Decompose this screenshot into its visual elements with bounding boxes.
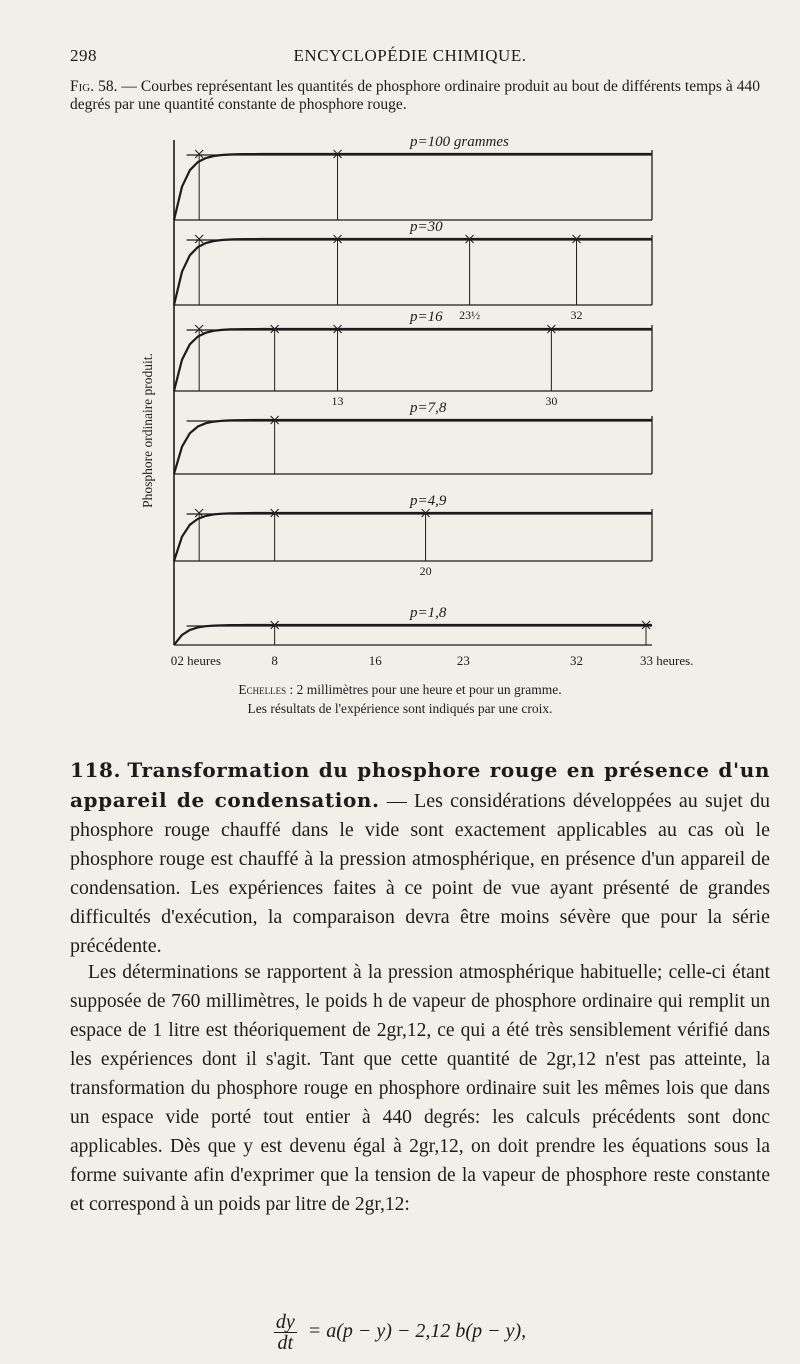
crosses-note: Les résultats de l'expérience sont indiqués par une croix.	[247, 701, 553, 716]
scales-text: : 2 millimètres pour une heure et pour un gramme.	[289, 682, 562, 697]
panel-sublabel: 32	[570, 308, 583, 322]
figure-caption-text: — Courbes représentant les quantités de phosphore ordinaire produit au bout de différents temps à 440 degrés par une quantité constante de phosphore rouge.	[70, 78, 761, 113]
section-title: Transformation du phosphore rouge en présence d'un appareil de condensation.	[70, 758, 771, 812]
panel-sublabel: 23½	[459, 308, 481, 322]
page-number: 298	[70, 46, 97, 65]
panel-label: p=1,8	[410, 605, 447, 621]
saturation-curve	[174, 329, 652, 391]
panel-sublabel: 13	[331, 394, 344, 408]
panel-label: p=100 grammes	[410, 134, 509, 150]
panel-label: p=7,8	[410, 400, 447, 416]
y-axis-label: Phosphore ordinaire produit.	[140, 353, 155, 508]
equation-numerator: dy	[275, 1311, 295, 1333]
x-tick-label: 0	[170, 653, 178, 668]
x-tick-label: 8	[271, 653, 278, 668]
section-lead-text: — Les considérations développées au sujet du phosphore rouge chauffé dans le vide sont exactement applicables au cas où le phosphore rouge est chauffé à la pression atmosphérique, en présence d'un appareil de condensation. Les expériences faites à ce point de vue ayant présenté de grandes difficultés d'exécution, la comparaison devra être moins sévère que pour la série précédente.	[70, 790, 771, 957]
x-tick-label: 33 heures.	[640, 653, 694, 668]
saturation-curve	[174, 420, 652, 474]
section-number: 118.	[70, 758, 122, 782]
x-tick-label: 32	[570, 653, 584, 668]
panel-sublabel: 20	[419, 564, 432, 578]
figure-caption	[70, 78, 760, 114]
panel-label: p=30	[410, 219, 443, 235]
equation-fraction	[274, 1312, 297, 1353]
page-header	[70, 46, 750, 68]
section-heading	[70, 756, 770, 961]
equation	[0, 1312, 800, 1353]
equation-denominator: dt	[277, 1332, 294, 1354]
panel-label: p=4,9	[410, 493, 447, 509]
body-paragraph: Les déterminations se rapportent à la pression atmosphérique habituelle; celle-ci étant supposée de 760 millimètres, le poids h de vapeur de phosphore ordinaire qui remplit un espace de 1 litre est théoriquement de 2gr,12, ce qui a été très sensiblement vérifié dans les expériences dont il s'agit. Tant que cette quantité de 2gr,12 n'est pas atteinte, la transformation du phosphore rouge en phosphore ordinaire suit les mêmes lois que dans un espace vide porté tout entier à 440 degrés: les calculs précédents sont donc applicables. Dès que y est devenu égal à 2gr,12, on doit prendre les équations sous la forme suivante afin d'exprimer que la tension de la vapeur de phosphore reste constante et correspond à un poids par litre de 2gr,12:	[70, 962, 770, 1215]
panel-sublabel: 30	[545, 394, 558, 408]
scales-line	[0, 680, 800, 699]
scales-label: Echelles	[238, 682, 287, 697]
equation-rhs: = a(p − y) − 2,12 b(p − y),	[307, 1320, 527, 1343]
saturation-curve	[174, 154, 652, 220]
saturation-curve	[174, 625, 652, 645]
figure-scales	[0, 680, 800, 718]
figure-label: Fig. 58.	[70, 78, 118, 95]
saturation-curve	[174, 513, 652, 561]
running-title: ENCYCLOPÉDIE CHIMIQUE.	[293, 46, 527, 65]
panel-label: p=16	[410, 309, 443, 325]
saturation-curve	[174, 239, 652, 305]
x-tick-label: 2 heures	[177, 653, 222, 668]
x-tick-label: 23	[456, 653, 470, 668]
x-tick-label: 16	[368, 653, 382, 668]
figure-chart	[0, 120, 800, 676]
